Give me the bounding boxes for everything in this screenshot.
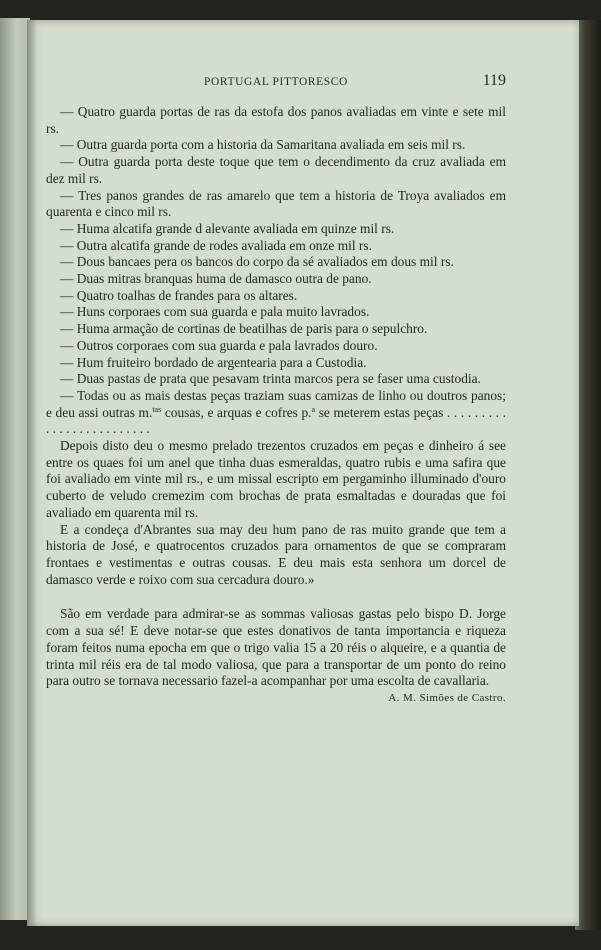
paragraph — [46, 606, 506, 690]
paragraph-text: se meterem estas peças . . . . . . . . . . . . . . . . . . . . . . . . . — [46, 404, 506, 437]
running-head: PORTUGAL PITTORESCO — [204, 76, 348, 88]
facing-page-edge — [0, 18, 30, 920]
paragraph — [46, 221, 506, 238]
paragraph — [46, 438, 506, 522]
paragraph-text: — Tres panos grandes de ras amarelo que tem a historia de Troya avaliados em quarenta e cinco mil rs. — [46, 187, 506, 220]
superscript: tas — [152, 404, 162, 414]
paragraph-text: — Huma armação de cortinas de beatilhas de paris para o sepulchro. — [60, 321, 428, 337]
paragraph-text: — Duas mitras branquas huma de damasco outra de pano. — [60, 271, 372, 287]
paragraph — [46, 321, 506, 338]
paragraph — [46, 371, 506, 388]
superscript: a — [311, 404, 316, 414]
page-body — [46, 104, 506, 707]
paragraph-text: — Hum fruiteiro bordado de argentearia para a Custodia. — [60, 354, 367, 370]
page-header — [46, 72, 506, 96]
paragraph-text: — Huma alcatifa grande d alevante avaliada em quinze mil rs. — [60, 220, 395, 236]
paragraph — [46, 338, 506, 355]
paragraph-text: E a condeça d'Abrantes sua may deu hum pano de ras muito grande que tem a historia de José, e quatrocentos cruzados para ornamentos de que se compraram frontaes e vestimentas e outras cousas. E deu mais esta senhora um dorcel de damasco verde e roixo com sua cercadura douro.» — [46, 521, 506, 587]
paragraph-text: Depois disto deu o mesmo prelado trezentos cruzados em peças e dinheiro á see entre os quaes foi um anel que tinha duas esmeraldas, quatro rubis e uma safira que foi avaliado em vinte mil rs., e um missal escripto em pergaminho illuminado d'ouro cuberto de veludo cremezim com brochas de prata esmaltadas e douradas que foi avaliado em quarenta mil rs. — [46, 438, 506, 520]
paragraph — [46, 254, 506, 271]
paragraph-text: — Outra guarda porta com a historia da Samaritana avaliada em seis mil rs. — [60, 137, 466, 153]
paragraph-text: — Outros corporaes com sua guarda e pala lavrados douro. — [60, 337, 378, 353]
page-number: 119 — [482, 72, 506, 89]
paragraph-text: — Outra alcatifa grande de rodes avaliada em onze mil rs. — [60, 237, 372, 253]
paragraph-text: — Quatro toalhas de frandes para os altares. — [60, 287, 298, 303]
paragraph-text: — Todas ou as mais destas peças traziam suas camizas de linho ou doutros panos; e deu assi outras m. — [46, 387, 506, 420]
paragraph — [46, 522, 506, 589]
paragraph — [46, 355, 506, 372]
paragraph-text: cousas, e arquas e cofres p. — [161, 404, 312, 420]
paragraph-text: — Huns corporaes com sua guarda e pala muito lavrados. — [60, 304, 370, 320]
paragraph — [46, 238, 506, 255]
paragraph — [46, 137, 506, 154]
paragraph — [46, 104, 506, 137]
paragraph — [46, 154, 506, 187]
paragraph — [46, 388, 506, 438]
paragraph — [46, 271, 506, 288]
paragraph — [46, 304, 506, 321]
paragraph — [46, 188, 506, 221]
paragraph-text: — Dous bancaes pera os bancos do corpo da sé avaliados em dous mil rs. — [60, 254, 454, 270]
paragraph-text: — Outra guarda porta deste toque que tem o decendimento da cruz avaliada em dez mil rs. — [46, 154, 506, 186]
paragraph-text: — Quatro guarda portas de ras da estofa dos panos avaliadas em vinte e sete mil rs. — [46, 104, 506, 136]
page-gutter — [27, 20, 37, 926]
paragraph-text: — Duas pastas de prata que pesavam trinta marcos pera se faser uma custodia. — [60, 371, 481, 387]
author-signature: A. M. Simões de Castro. — [388, 691, 506, 704]
paragraph — [46, 288, 506, 305]
paragraph-text: São em verdade para admirar-se as sommas valiosas gastas pelo bispo D. Jorge com a sua sé! E deve notar-se que estes donativos de tanta importancia e riqueza foram feitos numa epocha em que o trigo valia 15 a 20 réis o alqueire, e a quantia de trinta mil réis era de tal modo valiosa, que para a transportar de um ponto do reino para outro se tornava necessario fazel-a acompanhar por uma escolta de cavallaria. — [46, 606, 506, 689]
